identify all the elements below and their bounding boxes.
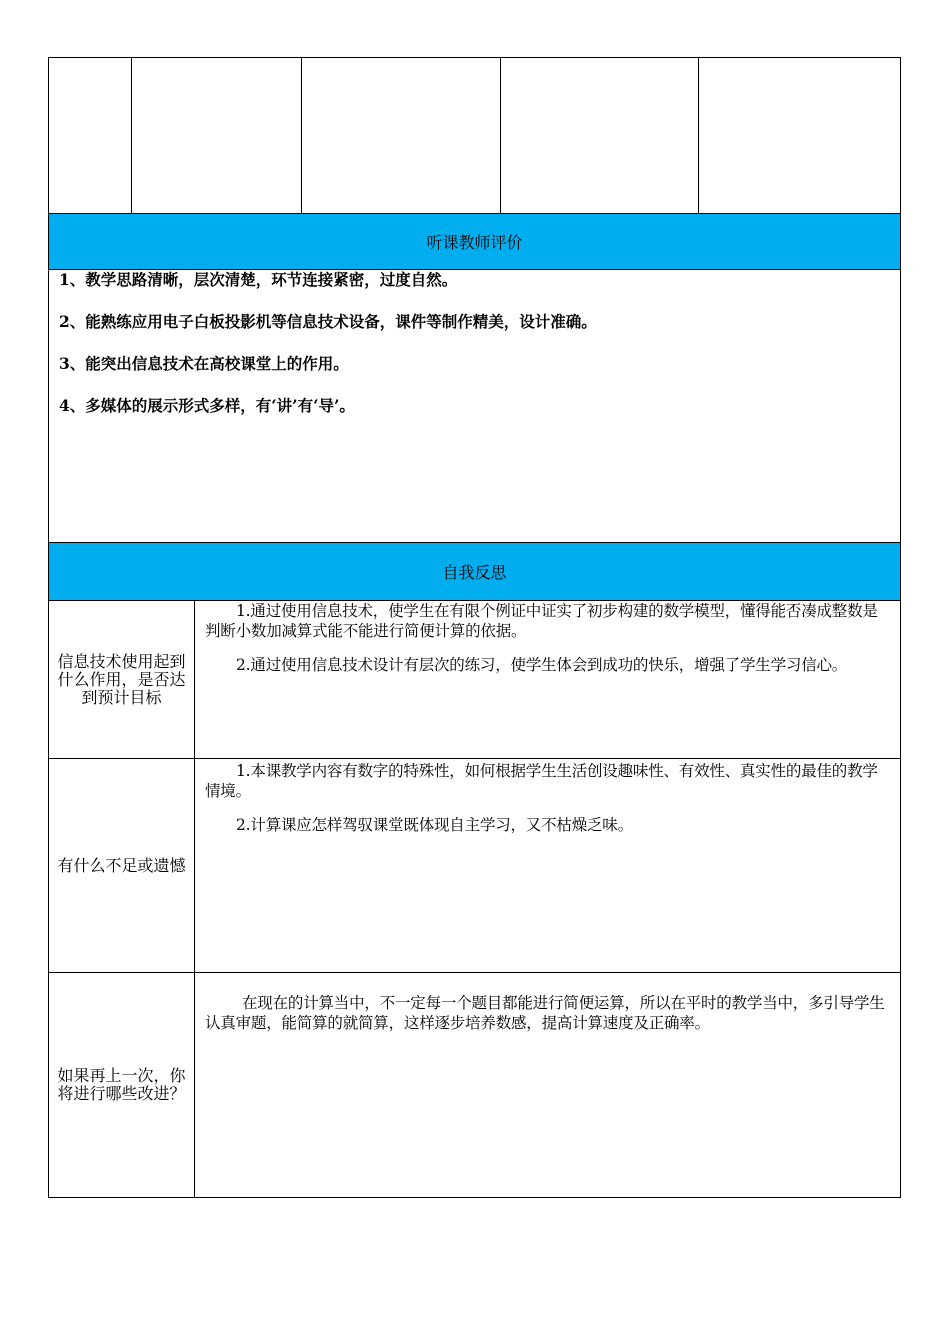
reflection-row-label: 有什么不足或遗憾 (57, 855, 186, 875)
divider (194, 600, 195, 1197)
evaluation-item: 1、教学思路清晰，层次清楚，环节连接紧密，过度自然。 (59, 270, 458, 289)
top-row-cell (500, 58, 698, 213)
reflection-row-label: 如果再上一次，你将进行哪些改进？ (57, 1066, 186, 1103)
top-row-cell (301, 58, 500, 213)
evaluation-item: 4、多媒体的展示形式多样，有‘讲’有‘导’。 (59, 396, 355, 415)
evaluation-content (49, 270, 900, 542)
top-row (49, 58, 900, 213)
reflection-paragraph: 在现在的计算当中，不一定每一个题目都能进行简便运算，所以在平时的教学当中，多引导学生认真审题，能简算的就简算，这样逐步培养数感，提高计算速度及正确率。 (205, 994, 885, 1032)
reflection-row-content (205, 761, 892, 849)
divider (301, 58, 302, 213)
divider (500, 58, 501, 213)
reflection-paragraph: 2.计算课应怎样驾驭课堂既体现自主学习，又不枯燥乏味。 (236, 816, 633, 834)
evaluation-item: 2、能熟练应用电子白板投影机等信息技术设备，课件等制作精美，设计准确。 (59, 312, 597, 331)
top-row-cell (698, 58, 900, 213)
reflection-header-title: 自我反思 (442, 563, 507, 582)
evaluation-item: 3、能突出信息技术在高校课堂上的作用。 (59, 354, 349, 373)
divider (698, 58, 699, 213)
evaluation-header (49, 214, 900, 269)
reflection-paragraph: 2.通过使用信息技术设计有层次的练习，使学生体会到成功的快乐，增强了学生学习信心。 (236, 656, 848, 674)
reflection-row-label: 信息技术使用起到什么作用，是否达到预计目标 (57, 651, 186, 707)
top-row-cell (131, 58, 301, 213)
top-row-cell (49, 58, 131, 213)
reflection-paragraph: 1.通过使用信息技术，使学生在有限个例证中证实了初步构建的数学模型，懂得能否凑成整数是判断小数加减算式能不能进行简便计算的依据。 (205, 602, 878, 640)
reflection-header (49, 543, 900, 600)
lesson-record-table (48, 57, 901, 1198)
reflection-row-content (205, 601, 892, 689)
evaluation-header-title: 听课教师评价 (426, 233, 523, 252)
reflection-paragraph: 1.本课教学内容有数字的特殊性，如何根据学生生活创设趣味性、有效性、真实性的最佳的教学情境。 (205, 762, 878, 800)
divider (131, 58, 132, 213)
reflection-row-content (205, 993, 892, 1047)
